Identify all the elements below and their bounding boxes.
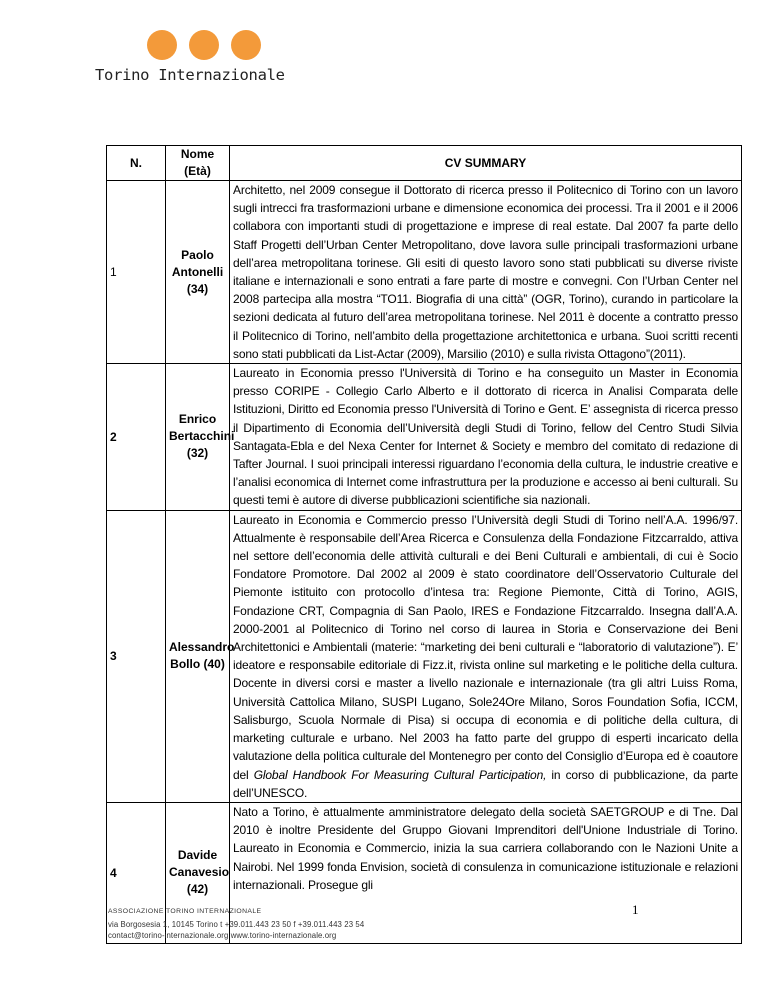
header-number: N. — [107, 146, 166, 181]
row-summary: Laureato in Economia presso l'Università di Torino e ha conseguito un Master in Economia presso CORIPE - Collegio Carlo Alberto e il dottorato di ricerca in Analisi Comparata delle Istituzioni, Diritto ed Economia presso l'Università di Torino e Gent. E’ assegnista di ricerca presso il Dipartimento di Economia dell’Università degli Studi di Torino, fellow del Centro Studi Silvia Santagata-Ebla e del Nexa Center for Internet & Society e membro del comitato di redazione di Tafter Journal. I suoi principali interessi riguardano l’economia della cultura, le industrie creative e l’analisi economica di Internet come infrastruttura per la produzione e accesso ai beni culturali. Su questi temi è autore di diverse pubblicazioni scientifiche sia nazionali. — [230, 364, 742, 511]
logo-dot — [189, 30, 219, 60]
name-last: Antonelli — [171, 264, 224, 279]
footer-address: via Borgosesia 1, 10145 Torino t +39.011.443 23 50 f +39.011.443 23 54 — [108, 920, 365, 929]
row-name — [166, 181, 230, 364]
row-summary — [230, 510, 742, 802]
summary-italic-title: Global Handbook For Measuring Cultural Participation, — [253, 767, 547, 782]
name-first: Enrico — [178, 412, 217, 427]
summary-text: Laureato in Economia e Commercio presso l’Università degli Studi di Torino nell’A.A. 1996/97. Attualmente è responsabile dell’Area Ricerca e Consulenza della Fondazione Fitzcarraldo, attiva nel settore dell’economia delle attività culturali e dei Beni Culturali e ambientali, di cui è Socio Fondatore Promotore. Dal 2002 al 2009 è stato coordinatore dell’Osservatorio Culturale del Piemonte istituito con protocollo d’intesa tra: Regione Piemonte, Città di Torino, AGIS, Fondazione CRT, Compagnia di San Paolo, IRES e Fondazione Fitzcarraldo. Insegna dall’A.A. 2000-2001 al Politecnico di Torino nel corso di laurea in Storia e Conservazione dei Beni Architettonici e Ambientali (materie: “marketing dei beni culturali e “laboratorio di valutazione”). E’ ideatore e responsabile editoriale di Fizz.it, rivista online sul marketing e le politiche della cultura. Docente in diversi corsi e master a livello nazionale e internazionale (tra gli altri Luiss Roma, Università Cattolica Milano, SUSPI Lugano, Sole24Ore Milano, Soros Foundation Sofia, ICCM, Salisburgo, Scuola Normale di Pisa) si occupa di economia e di politiche della cultura, di marketing culturale e urbano. Nel 2003 ha fatto parte del gruppo di esperti incaricato della valutazione della politica culturale del Montenegro per conto del Consiglio d’Europa ed è coautore del — [233, 512, 738, 782]
name-first: Alessandro — [169, 640, 235, 655]
footer-contact: contact@torino-internazionale.org www.torino-internazionale.org — [108, 931, 337, 940]
table-row — [107, 181, 742, 364]
logo — [95, 20, 305, 120]
name-age: (34) — [186, 281, 209, 296]
logo-dot — [147, 30, 177, 60]
name-last: Bertacchini — [169, 429, 235, 444]
row-number: 2 — [107, 364, 166, 511]
row-name — [166, 510, 235, 802]
name-age: (32) — [186, 446, 209, 461]
footer — [108, 906, 364, 941]
name-age: (42) — [186, 882, 209, 897]
table-row — [107, 510, 742, 802]
logo-text: Torino Internazionale — [95, 66, 285, 84]
summary-clip: Nato a Torino, è attualmente amministratore delegato della società SAETGROUP e di Tne. Dal 2010 è inoltre Presidente del Gruppo Giovani Imprenditori dell'Unione Industriale di Torino. Laureato in Economia e Commercio, inizia la sua carriera collaborando con le Nazioni Unite a Nairobi. Nel 1999 fonda Envision, società di consulenza in comunicazione istituzionale e relazioni internazionali. Prosegue gli — [233, 804, 738, 892]
row-number: 3 — [107, 510, 166, 802]
cv-table — [106, 145, 742, 944]
name-first: Paolo — [181, 247, 214, 262]
row-number: 1 — [107, 181, 166, 364]
name-first: Davide — [177, 848, 218, 863]
summary-text-end: in corso di pubblicazione, da parte dell’UNESCO. — [233, 767, 738, 800]
header-summary: CV SUMMARY — [230, 146, 742, 181]
table-row — [107, 364, 742, 511]
row-summary: Architetto, nel 2009 consegue il Dottorato di ricerca presso il Politecnico di Torino con un lavoro sugli intrecci fra trasformazioni urbane e dimensione economica dei processi. Tra il 2001 e il 2006 collabora con importanti studi di progettazione e imprese di real estate. Dal 2007 fa parte dello Staff Progetti dell’Urban Center Metropolitano, dove lavora sulle principali trasformazioni urbane dell’area metropolitana torinese. Gli esiti di questo lavoro sono stati pubblicati su diverse riviste italiane e internazionali e sono entrati a fare parte di mostre e convegni. Con l’Urban Center nel 2008 partecipa alla mostra “TO11. Biografia di una città” (OGR, Torino), curando in particolare la sezioni dedicata al futuro dell’area metropolitana torinese. Nel 2011 è docente a contratto presso il Politecnico di Torino, nell’ambito della progettazione architettonica e urbana. Suoi scritti recenti sono stati pubblicati da List-Actar (2009), Marsilio (2010) e sulla rivista Ottagono”(2011). — [230, 181, 742, 364]
footer-org: ASSOCIAZIONE TORINO INTERNAZIONALE — [108, 908, 262, 915]
name-last: Canavesio — [169, 865, 230, 880]
name-last: Bollo (40) — [170, 657, 225, 672]
table-header-row — [107, 146, 742, 181]
row-name — [166, 364, 235, 511]
header-name: Nome (Età) — [166, 146, 230, 181]
row-number: 4 — [107, 802, 166, 943]
page-number: 1 — [632, 902, 639, 917]
logo-dot — [231, 30, 261, 60]
